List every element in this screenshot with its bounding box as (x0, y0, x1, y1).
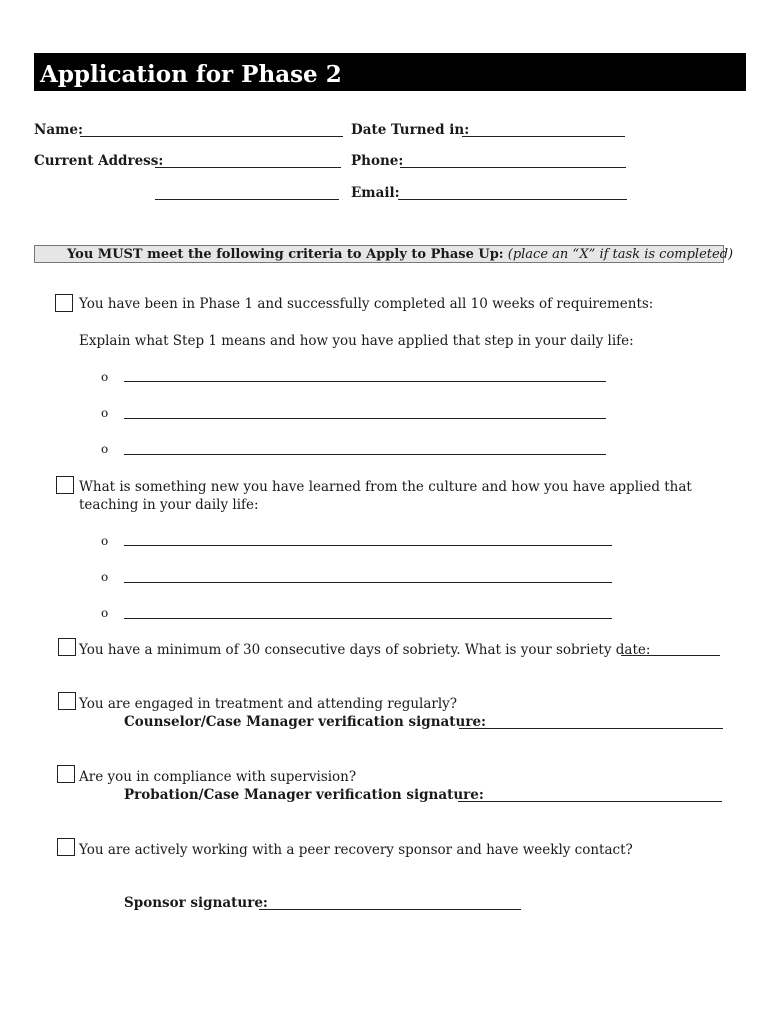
sponsor-signature-label: Sponsor signature: (124, 895, 268, 911)
supervision-text: Are you in compliance with supervision? (79, 769, 357, 785)
phase1-text: You have been in Phase 1 and successfully completed all 10 weeks of requirements: (79, 296, 654, 312)
page-title: Application for Phase 2 (34, 53, 746, 91)
date-turned-in-field[interactable] (462, 136, 625, 137)
explain-step1-text: Explain what Step 1 means and how you have applied that step in your daily life: (79, 333, 634, 349)
address-field-line-1[interactable] (155, 167, 341, 168)
supervision-checkbox[interactable] (57, 765, 75, 783)
treatment-checkbox[interactable] (58, 692, 76, 710)
sponsor-checkbox[interactable] (57, 838, 75, 856)
bullet-icon: o (101, 606, 109, 620)
sponsor-signature-field[interactable] (259, 909, 521, 910)
criteria-banner-text: You MUST meet the following criteria to Apply to Phase Up: (67, 247, 504, 262)
step1-answer-line-2[interactable] (124, 418, 606, 419)
culture-checkbox[interactable] (56, 476, 74, 494)
probation-signature-field[interactable] (458, 801, 722, 802)
sobriety-text: You have a minimum of 30 consecutive days of sobriety. What is your sobriety date: (79, 642, 651, 658)
probation-signature-label: Probation/Case Manager verification signature: (124, 787, 484, 803)
culture-text: What is something new you have learned from the culture and how you have applied that teaching in your daily life: (79, 479, 692, 513)
date-turned-in-label: Date Turned in: (351, 122, 470, 138)
name-label: Name: (34, 122, 83, 138)
sobriety-date-field[interactable] (621, 655, 720, 656)
culture-answer-line-1[interactable] (124, 545, 612, 546)
step1-answer-line-3[interactable] (124, 454, 606, 455)
culture-answer-line-2[interactable] (124, 582, 612, 583)
bullet-icon: o (101, 534, 109, 548)
phase1-checkbox[interactable] (55, 294, 73, 312)
phone-field[interactable] (400, 167, 626, 168)
bullet-icon: o (101, 570, 109, 584)
bullet-icon: o (101, 370, 109, 384)
email-field[interactable] (398, 199, 627, 200)
criteria-banner (34, 245, 734, 263)
criteria-banner-note: (place an “X” if task is completed) (507, 247, 734, 262)
culture-answer-line-3[interactable] (124, 618, 612, 619)
bullet-icon: o (101, 406, 109, 420)
phone-label: Phone: (351, 153, 404, 169)
treatment-text: You are engaged in treatment and attending regularly? (79, 696, 458, 712)
step1-answer-line-1[interactable] (124, 381, 606, 382)
address-label: Current Address: (34, 153, 164, 169)
sobriety-checkbox[interactable] (58, 638, 76, 656)
sponsor-text: You are actively working with a peer recovery sponsor and have weekly contact? (79, 842, 633, 858)
name-field[interactable] (80, 136, 343, 137)
email-label: Email: (351, 185, 400, 201)
counselor-signature-field[interactable] (459, 728, 723, 729)
counselor-signature-label: Counselor/Case Manager verification signature: (124, 714, 487, 730)
address-field-line-2[interactable] (155, 199, 339, 200)
bullet-icon: o (101, 442, 109, 456)
